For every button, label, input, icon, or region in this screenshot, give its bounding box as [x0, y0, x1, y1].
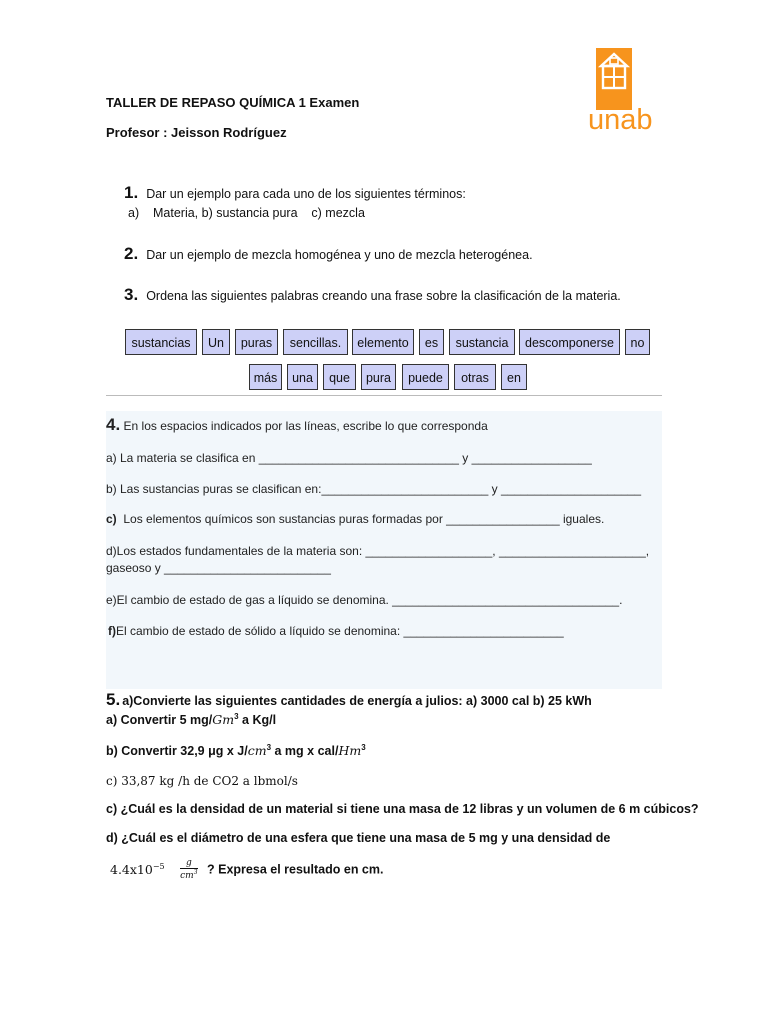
word-chip[interactable]: sustancias — [125, 329, 197, 355]
word-chip[interactable]: en — [501, 364, 527, 390]
section-divider — [106, 395, 662, 396]
density-unit-den-text: cm — [180, 871, 194, 881]
word-chip[interactable]: Un — [202, 329, 230, 355]
question-5-number: 5. — [106, 690, 121, 709]
question-4-number: 4. — [106, 415, 121, 434]
word-chip[interactable]: otras — [454, 364, 496, 390]
question-4-item-f-label: f) — [108, 624, 116, 638]
word-chip[interactable]: sustancia — [449, 329, 515, 355]
density-unit-denominator — [180, 869, 197, 881]
question-4-item-f-text: El cambio de estado de sólido a líquido se denomina: ________________________ — [116, 624, 564, 638]
teacher-name: Profesor : Jeisson Rodríguez — [106, 125, 287, 140]
question-4-item-e[interactable]: e)El cambio de estado de gas a líquido se denomina. __________________________________. — [106, 593, 623, 607]
question-4-item-b[interactable]: b) Las sustancias puras se clasifican en:_________________________ y _____________________ — [106, 482, 642, 496]
question-5-item-b-target: a mg x cal/ — [271, 744, 339, 759]
question-1-number: 1. — [124, 183, 139, 202]
question-2-number: 2. — [124, 244, 139, 263]
question-5 — [106, 690, 592, 710]
logo-house-icon — [596, 48, 632, 110]
density-value — [110, 862, 165, 877]
question-4-item-c-text: Los elementos químicos son sustancias puras formadas por _________________ iguales. — [123, 512, 605, 526]
logo-text: unab — [588, 104, 653, 136]
word-chip[interactable]: pura — [361, 364, 396, 390]
question-5-item-d: d) ¿Cuál es el diámetro de una esfera que tiene una masa de 5 mg y una densidad de — [106, 831, 611, 845]
question-1-text: Dar un ejemplo para cada uno de los siguientes términos: — [146, 187, 466, 201]
question-5-item-c2: c) ¿Cuál es la densidad de un material si tiene una masa de 12 libras y un volumen de 6 m cúbicos? — [106, 802, 699, 816]
question-5-item-d-density — [110, 858, 383, 888]
question-4-text: En los espacios indicados por las líneas, escribe lo que corresponda — [123, 419, 488, 433]
question-4-box — [106, 411, 662, 689]
question-2-text: Dar un ejemplo de mezcla homogénea y uno de mezcla heterogénea. — [146, 248, 533, 262]
question-5-item-b-unit: cm — [247, 743, 267, 759]
question-4-item-a[interactable]: a) La materia se clasifica en ______________________________ y __________________ — [106, 451, 592, 465]
question-5-item-b — [106, 743, 366, 758]
density-exponent: −5 — [152, 861, 165, 871]
question-4-item-d-line1[interactable]: d)Los estados fundamentales de la materia son: ___________________, ______________________, — [106, 544, 650, 558]
word-chip[interactable]: descomponerse — [519, 329, 620, 355]
word-chip[interactable]: es — [419, 329, 444, 355]
question-4-item-d-line2[interactable]: gaseoso y _________________________ — [106, 561, 331, 575]
question-5-item-b-unit2: Hm — [338, 743, 362, 759]
question-1-options: a) Materia, b) sustancia pura c) mezcla — [128, 206, 365, 220]
word-chip[interactable]: que — [323, 364, 356, 390]
density-unit-numerator: g — [180, 858, 197, 869]
density-unit-fraction — [180, 858, 197, 881]
question-5-item-a-exponent: 3 — [234, 712, 239, 721]
density-mantissa: 4.4x10 — [110, 862, 153, 878]
question-4-item-c[interactable] — [106, 512, 604, 526]
question-4-heading — [106, 415, 488, 435]
question-5-item-a-text: a) Convertir 5 mg/ — [106, 713, 213, 728]
question-3-number: 3. — [124, 285, 139, 304]
question-3-text: Ordena las siguientes palabras creando una frase sobre la clasificación de la materia. — [146, 289, 621, 303]
question-5-item-d-instruction: ? Expresa el resultado en cm. — [207, 862, 384, 877]
question-5-text: a)Convierte las siguientes cantidades de energía a julios: a) 3000 cal b) 25 kWh — [122, 694, 592, 708]
question-5-item-a-target: a Kg/l — [238, 713, 277, 728]
question-4-item-c-label: c) — [106, 512, 117, 526]
question-5-item-b-exponent: 3 — [266, 743, 272, 752]
question-2 — [124, 244, 533, 264]
worksheet-title: TALLER DE REPASO QUÍMICA 1 Examen — [106, 95, 360, 110]
word-chip[interactable]: una — [287, 364, 318, 390]
question-4-item-f[interactable] — [108, 624, 564, 638]
question-5-item-b-exponent2: 3 — [361, 743, 366, 752]
question-5-item-b-text: b) Convertir 32,9 μg x J/ — [106, 744, 248, 759]
unab-logo — [588, 48, 664, 140]
word-chip[interactable]: más — [249, 364, 282, 390]
word-chip[interactable]: sencillas. — [283, 329, 348, 355]
question-3 — [124, 285, 621, 305]
question-5-item-a — [106, 712, 276, 727]
density-unit-den-exponent: 3 — [193, 869, 198, 876]
word-chip[interactable]: puede — [402, 364, 449, 390]
question-5-item-a-unit: Gm — [212, 712, 235, 728]
word-chip[interactable]: puras — [235, 329, 278, 355]
question-5-item-c1: c) 33,87 kg /h de CO2 a lbmol/s — [106, 774, 298, 788]
word-chip[interactable]: no — [625, 329, 650, 355]
word-chip[interactable]: elemento — [352, 329, 414, 355]
question-1 — [124, 183, 466, 203]
